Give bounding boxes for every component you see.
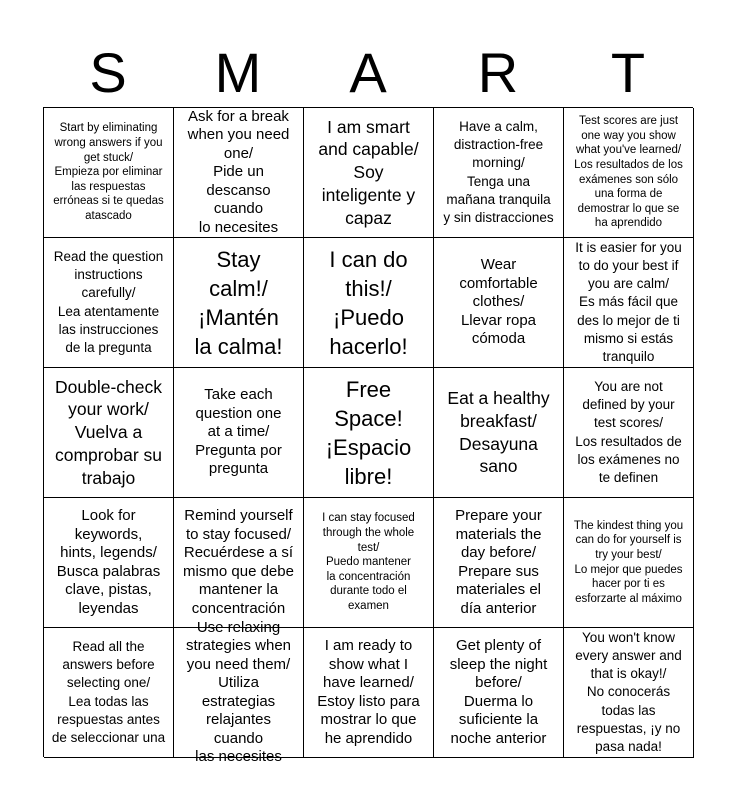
bingo-cell[interactable]: I am smart and capable/ Soy inteligente y capaz [304,108,434,238]
header-letter: M [214,41,262,104]
bingo-cell[interactable]: Ask for a break when you need one/ Pide un descanso cuando lo necesites [174,108,304,238]
bingo-cell[interactable]: Get plenty of sleep the night before/ Duerma lo suficiente la noche anterior [434,628,564,758]
bingo-cell[interactable]: I am ready to show what I have learned/ Estoy listo para mostrar lo que he aprendido [304,628,434,758]
header-letter: A [349,41,387,104]
bingo-cell[interactable]: Look for keywords, hints, legends/ Busca palabras clave, pistas, leyendas [44,498,174,628]
bingo-cell[interactable]: Eat a healthy breakfast/ Desayuna sano [434,368,564,498]
bingo-cell[interactable]: Prepare your materials the day before/ Prepare sus materiales el día anterior [434,498,564,628]
bingo-cell[interactable]: Remind yourself to stay focused/ Recuérdese a sí mismo que debe mantener la concentración [174,498,304,628]
bingo-cell free-space[interactable]: Free Space! ¡Espacio libre! [304,368,434,498]
bingo-cell[interactable]: You won't know every answer and that is okay!/ No conocerás todas las respuestas, ¡y no pasa nada! [564,628,694,758]
bingo-cell[interactable]: Stay calm!/ ¡Mantén la calma! [174,238,304,368]
header-letter: T [610,41,646,104]
bingo-cell[interactable]: You are not defined by your test scores/ Los resultados de los exámenes no te definen [564,368,694,498]
bingo-cell[interactable]: Start by eliminating wrong answers if you get stuck/ Empieza por eliminar las respuestas erróneas si te quedas atascado [44,108,174,238]
bingo-cell[interactable]: It is easier for you to do your best if you are calm/ Es más fácil que des lo mejor de ti mismo si estás tranquilo [564,238,694,368]
bingo-cell[interactable]: Read the question instructions carefully/ Lea atentamente las instrucciones de la pregunta [44,238,174,368]
bingo-cell[interactable]: Double-check your work/ Vuelva a comprobar su trabajo [44,368,174,498]
bingo-cell[interactable]: I can stay focused through the whole test/ Puedo mantener la concentración durante todo el examen [304,498,434,628]
bingo-cell[interactable]: Have a calm, distraction-free morning/ Tenga una mañana tranquila y sin distracciones [434,108,564,238]
bingo-cell[interactable]: I can do this!/ ¡Puedo hacerlo! [304,238,434,368]
bingo-cell[interactable]: Test scores are just one way you show what you've learned/ Los resultados de los exámenes son sólo una forma de demostrar lo que se ha aprendido [564,108,694,238]
bingo-cell[interactable]: The kindest thing you can do for yourself is try your best/ Lo mejor que puedes hacer por ti es esforzarte al máximo [564,498,694,628]
bingo-cell[interactable]: Take each question one at a time/ Pregunta por pregunta [174,368,304,498]
bingo-card-grid [43,107,693,765]
header-letter: S [89,41,127,104]
bingo-cell[interactable]: Use relaxing strategies when you need them/ Utiliza estrategias relajantes cuando las necesites [174,628,304,758]
bingo-cell[interactable]: Read all the answers before selecting one/ Lea todas las respuestas antes de seleccionar una [44,628,174,758]
bingo-cell[interactable]: Wear comfortable clothes/ Llevar ropa cómoda [434,238,564,368]
header-letter: R [477,41,519,104]
bingo-header [43,40,693,106]
